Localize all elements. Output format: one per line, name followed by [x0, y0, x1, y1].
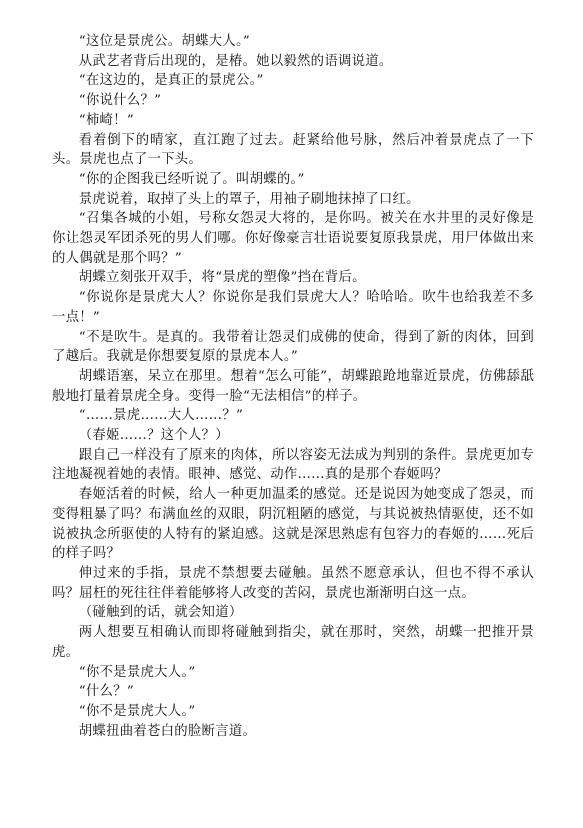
paragraph: 从武艺者背后出现的，是椿。她以毅然的语调说道。	[78, 53, 393, 69]
paragraph: “不是吹牛。是真的。我带着让怨灵们成佛的使命，得到了新的肉体，回到 了越后。我就是你想要复原的景虎本人。”	[52, 329, 548, 365]
paragraph: 胡蝶扭曲着苍白的脸断言道。	[78, 723, 257, 739]
paragraph: 胡蝶语塞，呆立在那里。想着“怎么可能”，胡蝶踉跄地靠近景虎，仿佛舔舐般地打量着景虎全身。变得一脸“无法相信”的样子。	[52, 368, 534, 404]
paragraph: “你的企图我已经听说了。叫胡蝶的。”	[78, 171, 305, 187]
paragraph: “你不是景虎大人。”	[78, 703, 196, 719]
paragraph: 胡蝶立刻张开双手，将“景虎的塑像”挡在背后。	[78, 270, 366, 286]
paragraph: （碰触到的话，就会知道）	[78, 605, 243, 621]
paragraph: 景虎说着，取掉了头上的罩子，用袖子刷地抹掉了口红。	[78, 191, 420, 207]
paragraph: “什么？”	[78, 684, 134, 700]
body-text	[52, 32, 548, 741]
paragraph: 看着倒下的晴家，直江跑了过去。赶紧给他号脉，然后冲着景虎点了一下头。景虎也点了一下头。	[52, 132, 534, 168]
paragraph: “……景虎……大人……？”	[78, 408, 244, 424]
paragraph: “召集各城的小姐，号称女怨灵大将的，是你吗。被关在水井里的灵好像是你让怨灵军团杀死的男人们哪。你好像豪言壮语说要复原我景虎，用尸体做出来的人偶就是那个吗？”	[52, 211, 534, 266]
paragraph: “柿崎！”	[78, 112, 134, 128]
paragraph: “你说你是景虎大人？你说你是我们景虎大人？哈哈哈。吹牛也给我差不多一点！”	[52, 290, 534, 325]
paragraph: “在这边的，是真正的景虎公。”	[78, 73, 264, 89]
paragraph: 伸过来的手指，景虎不禁想要去碰触。虽然不愿意承认，但也不得不承认吗？屈枉的死往往伴着能够将人改变的苦闷，景虎也渐渐明白这一点。	[52, 565, 534, 601]
paragraph: 两人想要互相确认而即将碰触到指尖，就在那时，突然，胡蝶一把推开景虎。	[52, 625, 534, 660]
paragraph: “这位是景虎公。胡蝶大人。”	[78, 34, 250, 49]
paragraph: “你说什么？”	[78, 93, 162, 109]
paragraph: “你不是景虎大人。”	[78, 664, 196, 680]
paragraph: 春姬活着的时候，给人一种更加温柔的感觉。还是说因为她变成了怨灵，而变得粗暴了吗？布满血丝的双眼，阴沉粗陋的感觉，与其说被热情驱使，还不如说被执念所驱使的人特有的紧迫感。这就是深思熟虑有包容力的春姬的……死后的样子吗？	[52, 487, 534, 562]
paragraph: 跟自己一样没有了原来的肉体，所以容姿无法成为判别的条件。景虎更加专注地凝视着她的表情。眼神、感觉、动作……真的是那个春姬吗？	[52, 447, 534, 483]
paragraph: （春姬……？这个人？）	[78, 428, 229, 444]
